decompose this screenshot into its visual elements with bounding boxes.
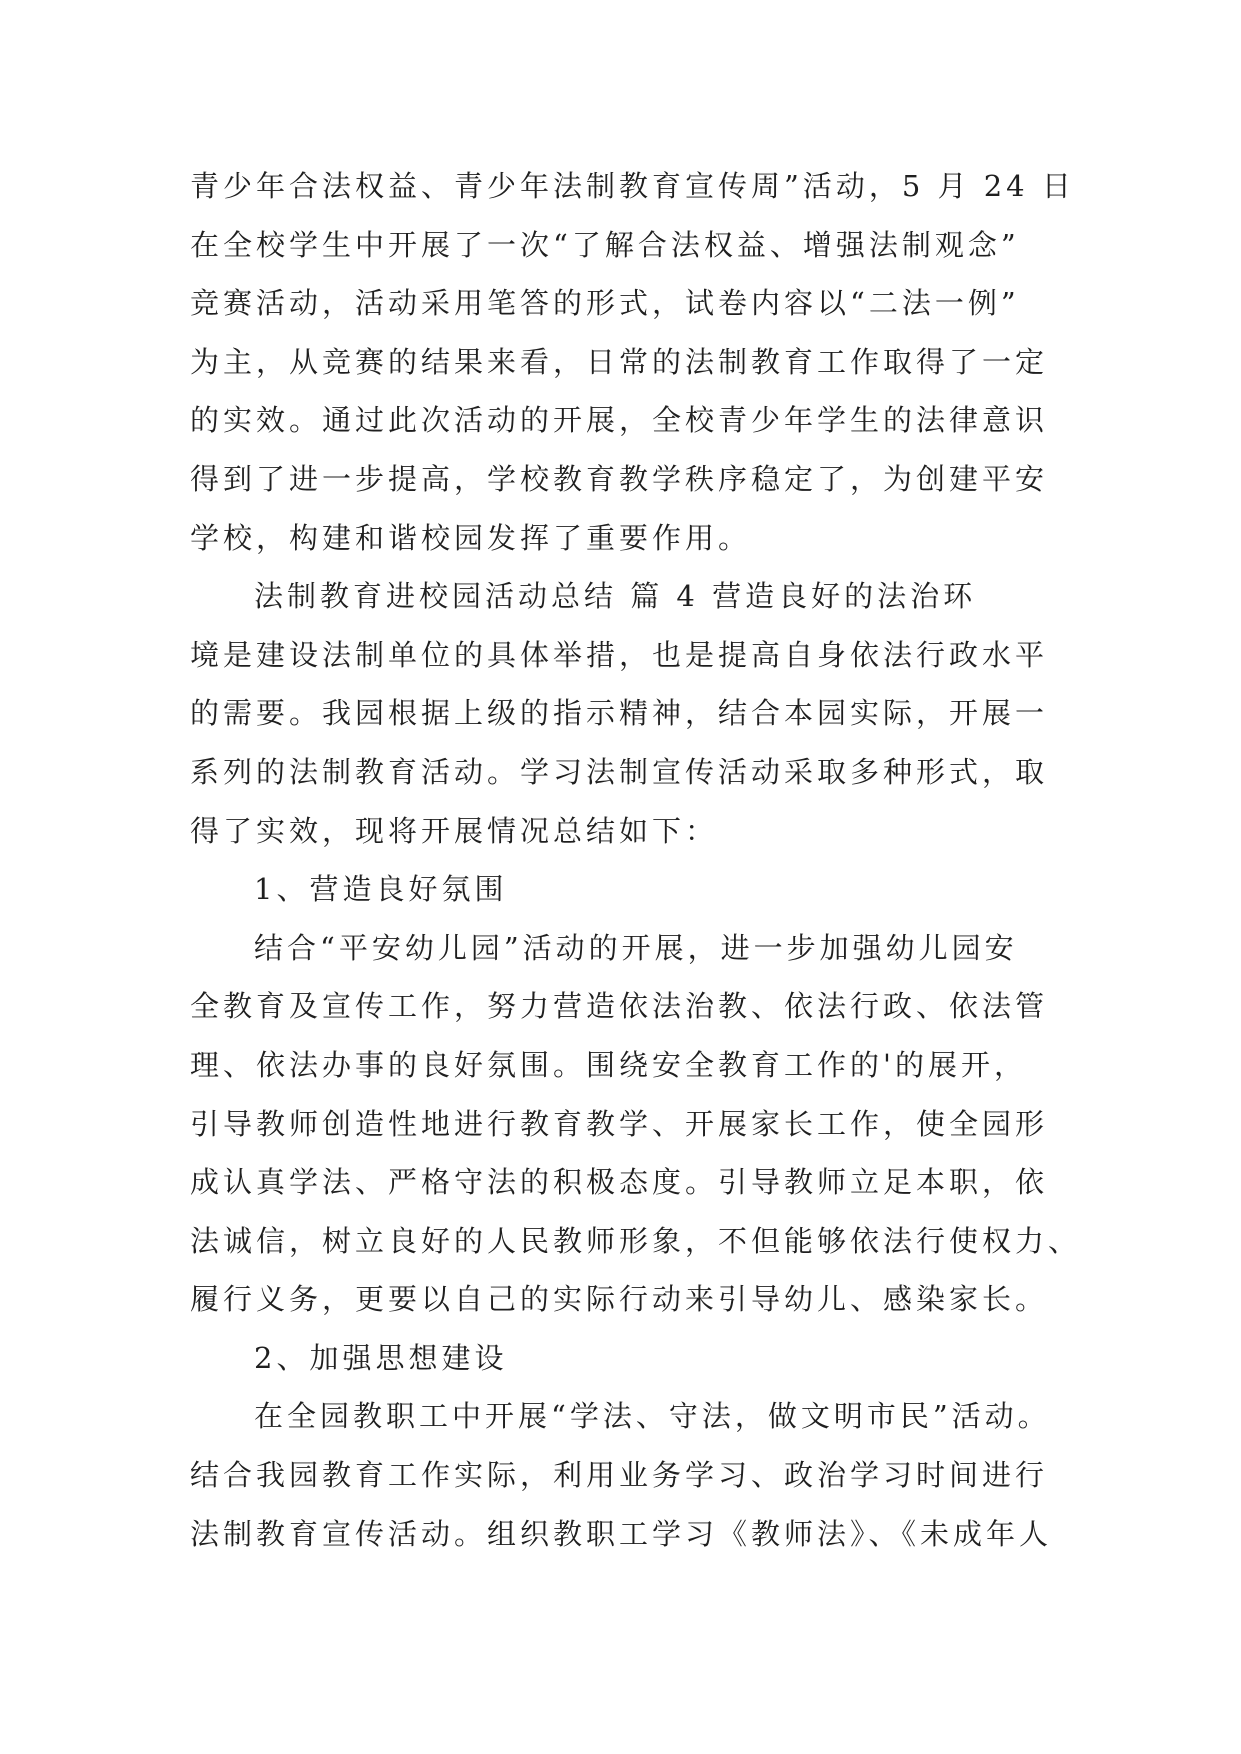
text-line: 理、依法办事的良好氛围。围绕安全教育工作的'的展开， [190,1047,1027,1082]
text-line: 在全园教职工中开展“学法、守法，做文明市民”活动。 [254,1399,1051,1434]
text-line: 2、加强思想建设 [254,1340,508,1375]
text-line: 系列的法制教育活动。学习法制宣传活动采取多种形式，取 [190,754,1049,789]
text-line: 的实效。通过此次活动的开展，全校青少年学生的法律意识 [190,403,1049,438]
text-line: 成认真学法、严格守法的积极态度。引导教师立足本职，依 [190,1165,1049,1200]
text-line: 在全校学生中开展了一次“了解合法权益、增强法制观念” [190,227,1020,262]
text-line: 境是建设法制单位的具体举措，也是提高自身依法行政水平 [190,637,1049,672]
text-line: 竞赛活动，活动采用笔答的形式，试卷内容以“二法一例” [190,286,1020,321]
text-line: 学校，构建和谐校园发挥了重要作用。 [190,520,752,555]
text-line: 青少年合法权益、青少年法制教育宣传周”活动，5 月 24 日 [190,169,1075,203]
text-line: 结合“平安幼儿园”活动的开展，进一步加强幼儿园安 [254,930,1018,965]
text-line: 引导教师创造性地进行教育教学、开展家长工作，使全园形 [190,1106,1049,1141]
text-line: 的需要。我园根据上级的指示精神，结合本园实际，开展一 [190,696,1049,731]
text-line: 法制教育进校园活动总结 篇 4 营造良好的法治环 [254,579,977,614]
text-line: 结合我园教育工作实际，利用业务学习、政治学习时间进行 [190,1458,1049,1493]
text-line: 法诚信，树立良好的人民教师形象，不但能够依法行使权力、 [190,1223,1082,1258]
text-line: 全教育及宣传工作，努力营造依法治教、依法行政、依法管 [190,989,1049,1024]
text-line: 为主，从竞赛的结果来看，日常的法制教育工作取得了一定 [190,344,1049,379]
document-body [190,157,1082,1563]
text-line: 得了实效，现将开展情况总结如下： [190,813,719,848]
text-line: 1、营造良好氛围 [254,872,508,907]
text-line: 法制教育宣传活动。组织教职工学习《教师法》、《未成年人 [190,1516,1053,1551]
text-line: 履行义务，更要以自己的实际行动来引导幼儿、感染家长。 [190,1282,1049,1317]
text-line: 得到了进一步提高，学校教育教学秩序稳定了，为创建平安 [190,461,1049,496]
